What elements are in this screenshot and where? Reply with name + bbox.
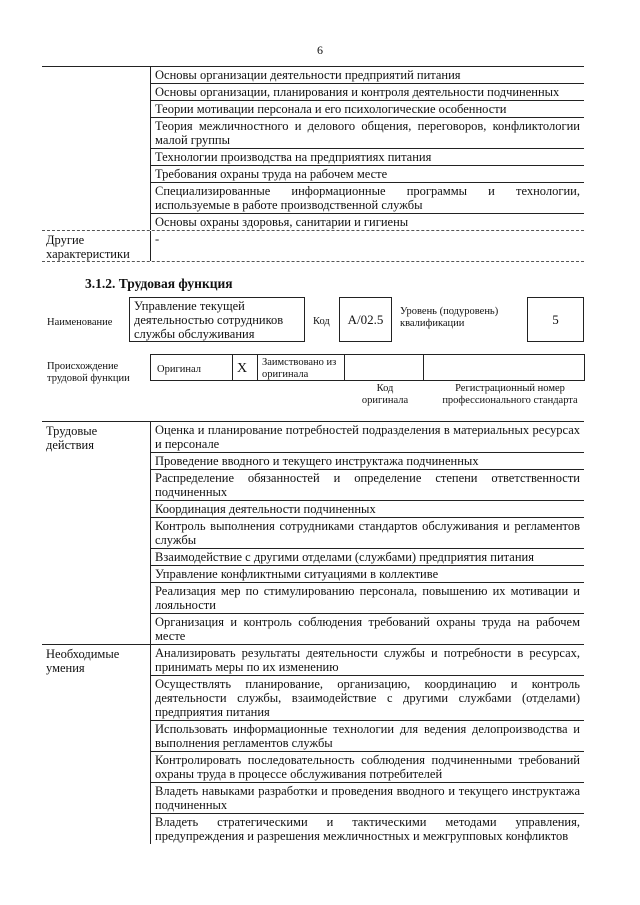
level-label: Уровень (подуровень) квалификации	[400, 306, 499, 329]
labor-action-item: Проведение вводного и текущего инструктажа подчиненных	[151, 453, 584, 470]
skill-item: Владеть стратегическими и тактическими методами управления, предупреждения и разрешения межличностных и межгрупповых конфликтов	[155, 815, 580, 843]
labor-action-item: Реализация мер по стимулированию персонала, повышению их мотивации и лояльности	[151, 583, 584, 614]
knowledge-item: Теория межличностного и делового общения, переговоров, конфликтологии малой группы	[151, 118, 584, 149]
code-label: Код	[313, 316, 330, 327]
original-label: Оригинал	[157, 364, 201, 375]
original-mark: X	[237, 361, 248, 376]
orig-code-label: Код оригинала	[361, 383, 409, 406]
code-box: A/02.5	[339, 297, 392, 342]
knowledge-row	[42, 67, 584, 231]
skills-label: Необходимые умения	[46, 647, 120, 675]
labor-actions-row	[42, 422, 584, 645]
skills-cells	[150, 645, 584, 844]
knowledge-item: Требования охраны труда на рабочем месте	[151, 166, 584, 183]
labor-actions-cells	[150, 422, 584, 644]
knowledge-table	[42, 66, 584, 262]
skill-item: Использовать информационные технологии для ведения делопроизводства и выполнения регламентов службы	[151, 721, 584, 752]
labor-actions-label: Трудовые действия	[46, 424, 98, 452]
knowledge-item: Технологии производства на предприятиях питания	[151, 149, 584, 166]
level-box: 5	[527, 297, 584, 342]
reg-number-label: Регистрационный номер профессионального стандарта	[442, 383, 578, 406]
knowledge-item: Специализированные информационные программы и технологии, используемые в работе производственной службы	[151, 183, 584, 214]
origin-label: Происхождение трудовой функции	[47, 361, 130, 384]
labor-action-item: Распределение обязанностей и определение степени ответственности подчиненных	[151, 470, 584, 501]
knowledge-cells	[150, 67, 584, 230]
other-characteristics-label: Другие характеристики	[46, 233, 130, 261]
page-number: 6	[317, 43, 323, 57]
labor-action-item: Взаимодействие с другими отделами (службами) предприятия питания	[151, 549, 584, 566]
labor-action-item: Управление конфликтными ситуациями в коллективе	[151, 566, 584, 583]
knowledge-item: Основы организации деятельности предприятий питания	[151, 67, 584, 84]
skill-item: Анализировать результаты деятельности службы и потребности в ресурсах, принимать меры по их изменению	[151, 645, 584, 676]
skills-row	[42, 645, 584, 844]
labor-action-item: Оценка и планирование потребностей подразделения в материальных ресурсах и персонале	[151, 422, 584, 453]
section-title: 3.1.2. Трудовая функция	[85, 276, 233, 291]
labor-action-item: Организация и контроль соблюдения требований охраны труда на рабочем месте	[155, 615, 580, 643]
other-characteristics-value: -	[155, 232, 160, 246]
skill-item: Владеть навыками разработки и проведения вводного и текущего инструктажа подчиненных	[151, 783, 584, 814]
borrowed-label: Заимствовано из оригинала	[262, 357, 337, 380]
skill-item: Контролировать последовательность соблюдения подчиненными требований охраны труда в процессе обслуживания потребителей	[151, 752, 584, 783]
knowledge-item: Теории мотивации персонала и его психологические особенности	[151, 101, 584, 118]
labor-action-item: Координация деятельности подчиненных	[151, 501, 584, 518]
skill-item: Осуществлять планирование, организацию, координацию и контроль деятельности службы, взаимодействие с другими службами (отделами) предприятия питания	[151, 676, 584, 721]
function-name-box: Управление текущей деятельностью сотрудников службы обслуживания	[129, 297, 305, 342]
other-characteristics-row	[42, 231, 584, 262]
name-label: Наименование	[47, 317, 113, 328]
function-table	[42, 421, 584, 844]
labor-action-item: Контроль выполнения сотрудниками стандартов обслуживания и регламентов службы	[151, 518, 584, 549]
origin-box	[150, 354, 585, 381]
knowledge-item: Основы охраны здоровья, санитарии и гигиены	[155, 215, 409, 229]
knowledge-item: Основы организации, планирования и контроля деятельности подчиненных	[151, 84, 584, 101]
